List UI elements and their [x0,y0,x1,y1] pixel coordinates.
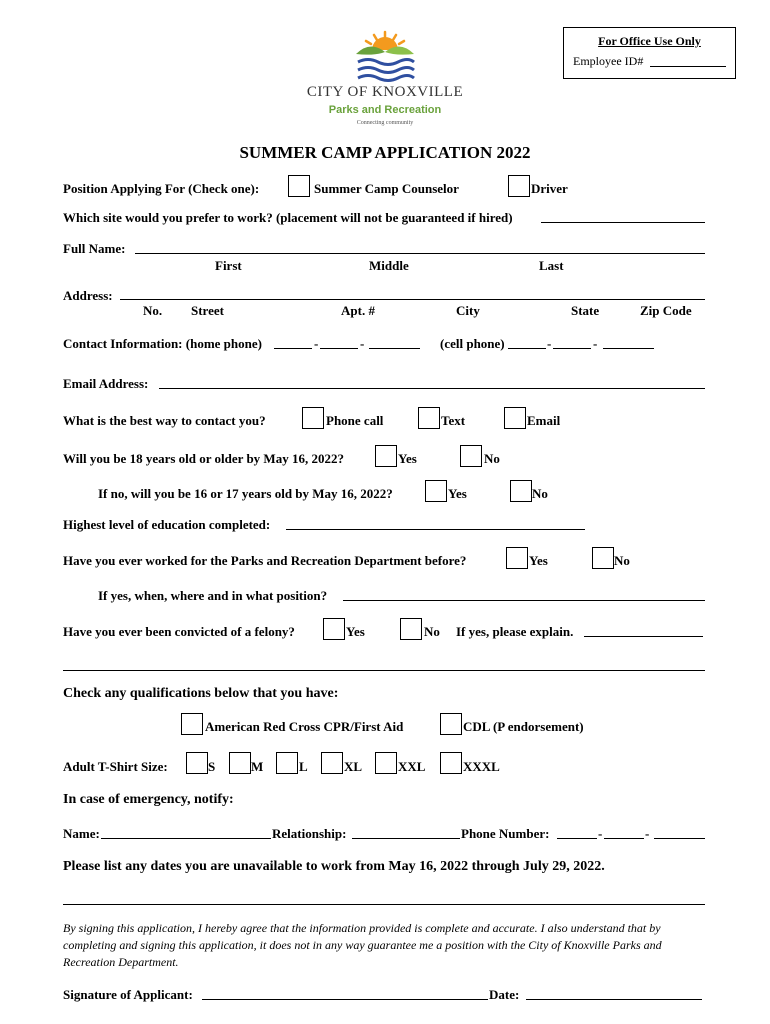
address-state-caption: State [571,303,600,318]
emergency-phone-prefix-field[interactable] [604,838,644,839]
felony-no-label: No [424,624,440,639]
qualification-cpr-checkbox[interactable] [181,713,203,735]
emergency-phone-line-field[interactable] [654,838,705,839]
tshirt-xxxl-label: XXXL [463,759,500,774]
qualification-cdl-checkbox[interactable] [440,713,462,735]
name-middle-caption: Middle [369,258,409,273]
home-phone-prefix-field[interactable] [320,348,358,349]
felony-yes-checkbox[interactable] [323,618,345,640]
age18-yes-label: Yes [398,451,417,466]
felony-explain-label: If yes, please explain. [456,624,574,639]
address-apt-caption: Apt. # [341,303,375,318]
felony-explain-field[interactable] [584,636,703,637]
address-field[interactable] [120,299,705,300]
contact-home-label: Contact Information: (home phone) [63,336,262,351]
form-title: SUMMER CAMP APPLICATION 2022 [239,143,531,162]
signature-field[interactable] [202,999,488,1000]
signature-date-label: Date: [489,987,520,1002]
unavailable-dates-label: Please list any dates you are unavailable to work from May 16, 2022 through July 29, 2022. [63,859,605,874]
full-name-label: Full Name: [63,241,126,256]
qualification-cdl-label: CDL (P endorsement) [463,719,584,734]
address-street-caption: Street [191,303,224,318]
age16-yes-checkbox[interactable] [425,480,447,502]
contact-email-label: Email [527,413,561,428]
emergency-phone-dash-1: - [598,826,603,841]
tshirt-xl-checkbox[interactable] [321,752,343,774]
logo-tagline: Connecting community [356,120,414,126]
name-last-caption: Last [539,258,564,273]
age16-yes-label: Yes [448,486,467,501]
worked-no-checkbox[interactable] [592,547,614,569]
tshirt-l-label: L [299,759,308,774]
office-use-title: For Office Use Only [598,34,701,48]
worked-label: Have you ever worked for the Parks and Recreation Department before? [63,553,467,568]
felony-explain-continued-field[interactable] [63,670,705,671]
emergency-label: In case of emergency, notify: [63,792,234,807]
tshirt-xxl-checkbox[interactable] [375,752,397,774]
emergency-relationship-label: Relationship: [272,826,347,841]
address-no-caption: No. [143,303,163,318]
qualification-cpr-label: American Red Cross CPR/First Aid [205,719,404,734]
contact-phone-checkbox[interactable] [302,407,324,429]
age18-no-label: No [484,451,500,466]
cell-phone-line-field[interactable] [603,348,654,349]
felony-no-checkbox[interactable] [400,618,422,640]
full-name-field[interactable] [135,253,705,254]
position-counselor-label: Summer Camp Counselor [314,181,459,196]
emergency-name-label: Name: [63,826,100,841]
age16-no-label: No [532,486,548,501]
position-driver-label: Driver [531,181,568,196]
home-phone-dash-1: - [314,336,319,351]
felony-yes-label: Yes [346,624,365,639]
tshirt-xxl-label: XXL [398,759,426,774]
qualifications-label: Check any qualifications below that you have: [63,686,339,701]
position-driver-checkbox[interactable] [508,175,530,197]
city-logo-icon [352,30,418,84]
worked-detail-label: If yes, when, where and in what position? [98,588,328,603]
age18-yes-checkbox[interactable] [375,445,397,467]
cell-phone-area-field[interactable] [508,348,546,349]
age16-no-checkbox[interactable] [510,480,532,502]
site-field[interactable] [541,222,705,223]
tshirt-label: Adult T-Shirt Size: [63,759,168,774]
contact-email-checkbox[interactable] [504,407,526,429]
email-field[interactable] [159,388,705,389]
position-counselor-checkbox[interactable] [288,175,310,197]
logo-city-name: CITY OF KNOXVILLE [306,84,464,100]
address-zip-caption: Zip Code [640,303,692,318]
worked-yes-checkbox[interactable] [506,547,528,569]
address-city-caption: City [456,303,480,318]
best-contact-label: What is the best way to contact you? [63,413,266,428]
address-label: Address: [63,288,113,303]
home-phone-area-field[interactable] [274,348,312,349]
age18-label: Will you be 18 years old or older by May 16, 2022? [63,451,344,466]
emergency-phone-area-field[interactable] [557,838,597,839]
home-phone-line-field[interactable] [369,348,420,349]
employee-id-label: Employee ID# [573,54,644,68]
contact-text-checkbox[interactable] [418,407,440,429]
worked-no-label: No [614,553,630,568]
emergency-phone-label: Phone Number: [461,826,550,841]
tshirt-s-checkbox[interactable] [186,752,208,774]
signature-label: Signature of Applicant: [63,987,193,1002]
tshirt-m-label: M [251,759,264,774]
name-first-caption: First [215,258,242,273]
home-phone-dash-2: - [360,336,365,351]
site-label: Which site would you prefer to work? (placement will not be guaranteed if hired) [63,210,513,225]
emergency-phone-dash-2: - [645,826,650,841]
logo-department: Parks and Recreation [328,104,442,116]
contact-text-label: Text [441,413,466,428]
age16-label: If no, will you be 16 or 17 years old by May 16, 2022? [98,486,393,501]
employee-id-field[interactable] [650,66,726,67]
age18-no-checkbox[interactable] [460,445,482,467]
tshirt-l-checkbox[interactable] [276,752,298,774]
tshirt-xl-label: XL [344,759,363,774]
contact-cell-label: (cell phone) [440,336,505,351]
unavailable-dates-field[interactable] [63,904,705,905]
worked-yes-label: Yes [529,553,548,568]
tshirt-xxxl-checkbox[interactable] [440,752,462,774]
disclaimer-text: By signing this application, I hereby agree that the information provided is complete and accurate. I also understand that by completing and signing this application, it does not in any way guarantee me a position with the City of Knoxville Parks and Recreation Department. [63,921,662,969]
education-field[interactable] [286,529,585,530]
position-label: Position Applying For (Check one): [63,181,260,196]
tshirt-s-label: S [208,759,216,774]
tshirt-m-checkbox[interactable] [229,752,251,774]
contact-phone-label: Phone call [326,413,384,428]
cell-phone-dash-1: - [547,336,552,351]
emergency-name-field[interactable] [101,838,271,839]
emergency-relationship-field[interactable] [352,838,460,839]
education-label: Highest level of education completed: [63,517,271,532]
cell-phone-dash-2: - [593,336,598,351]
cell-phone-prefix-field[interactable] [553,348,591,349]
worked-detail-field[interactable] [343,600,705,601]
email-label: Email Address: [63,376,149,391]
office-use-box [563,27,736,79]
signature-date-field[interactable] [526,999,702,1000]
felony-label: Have you ever been convicted of a felony? [63,624,295,639]
